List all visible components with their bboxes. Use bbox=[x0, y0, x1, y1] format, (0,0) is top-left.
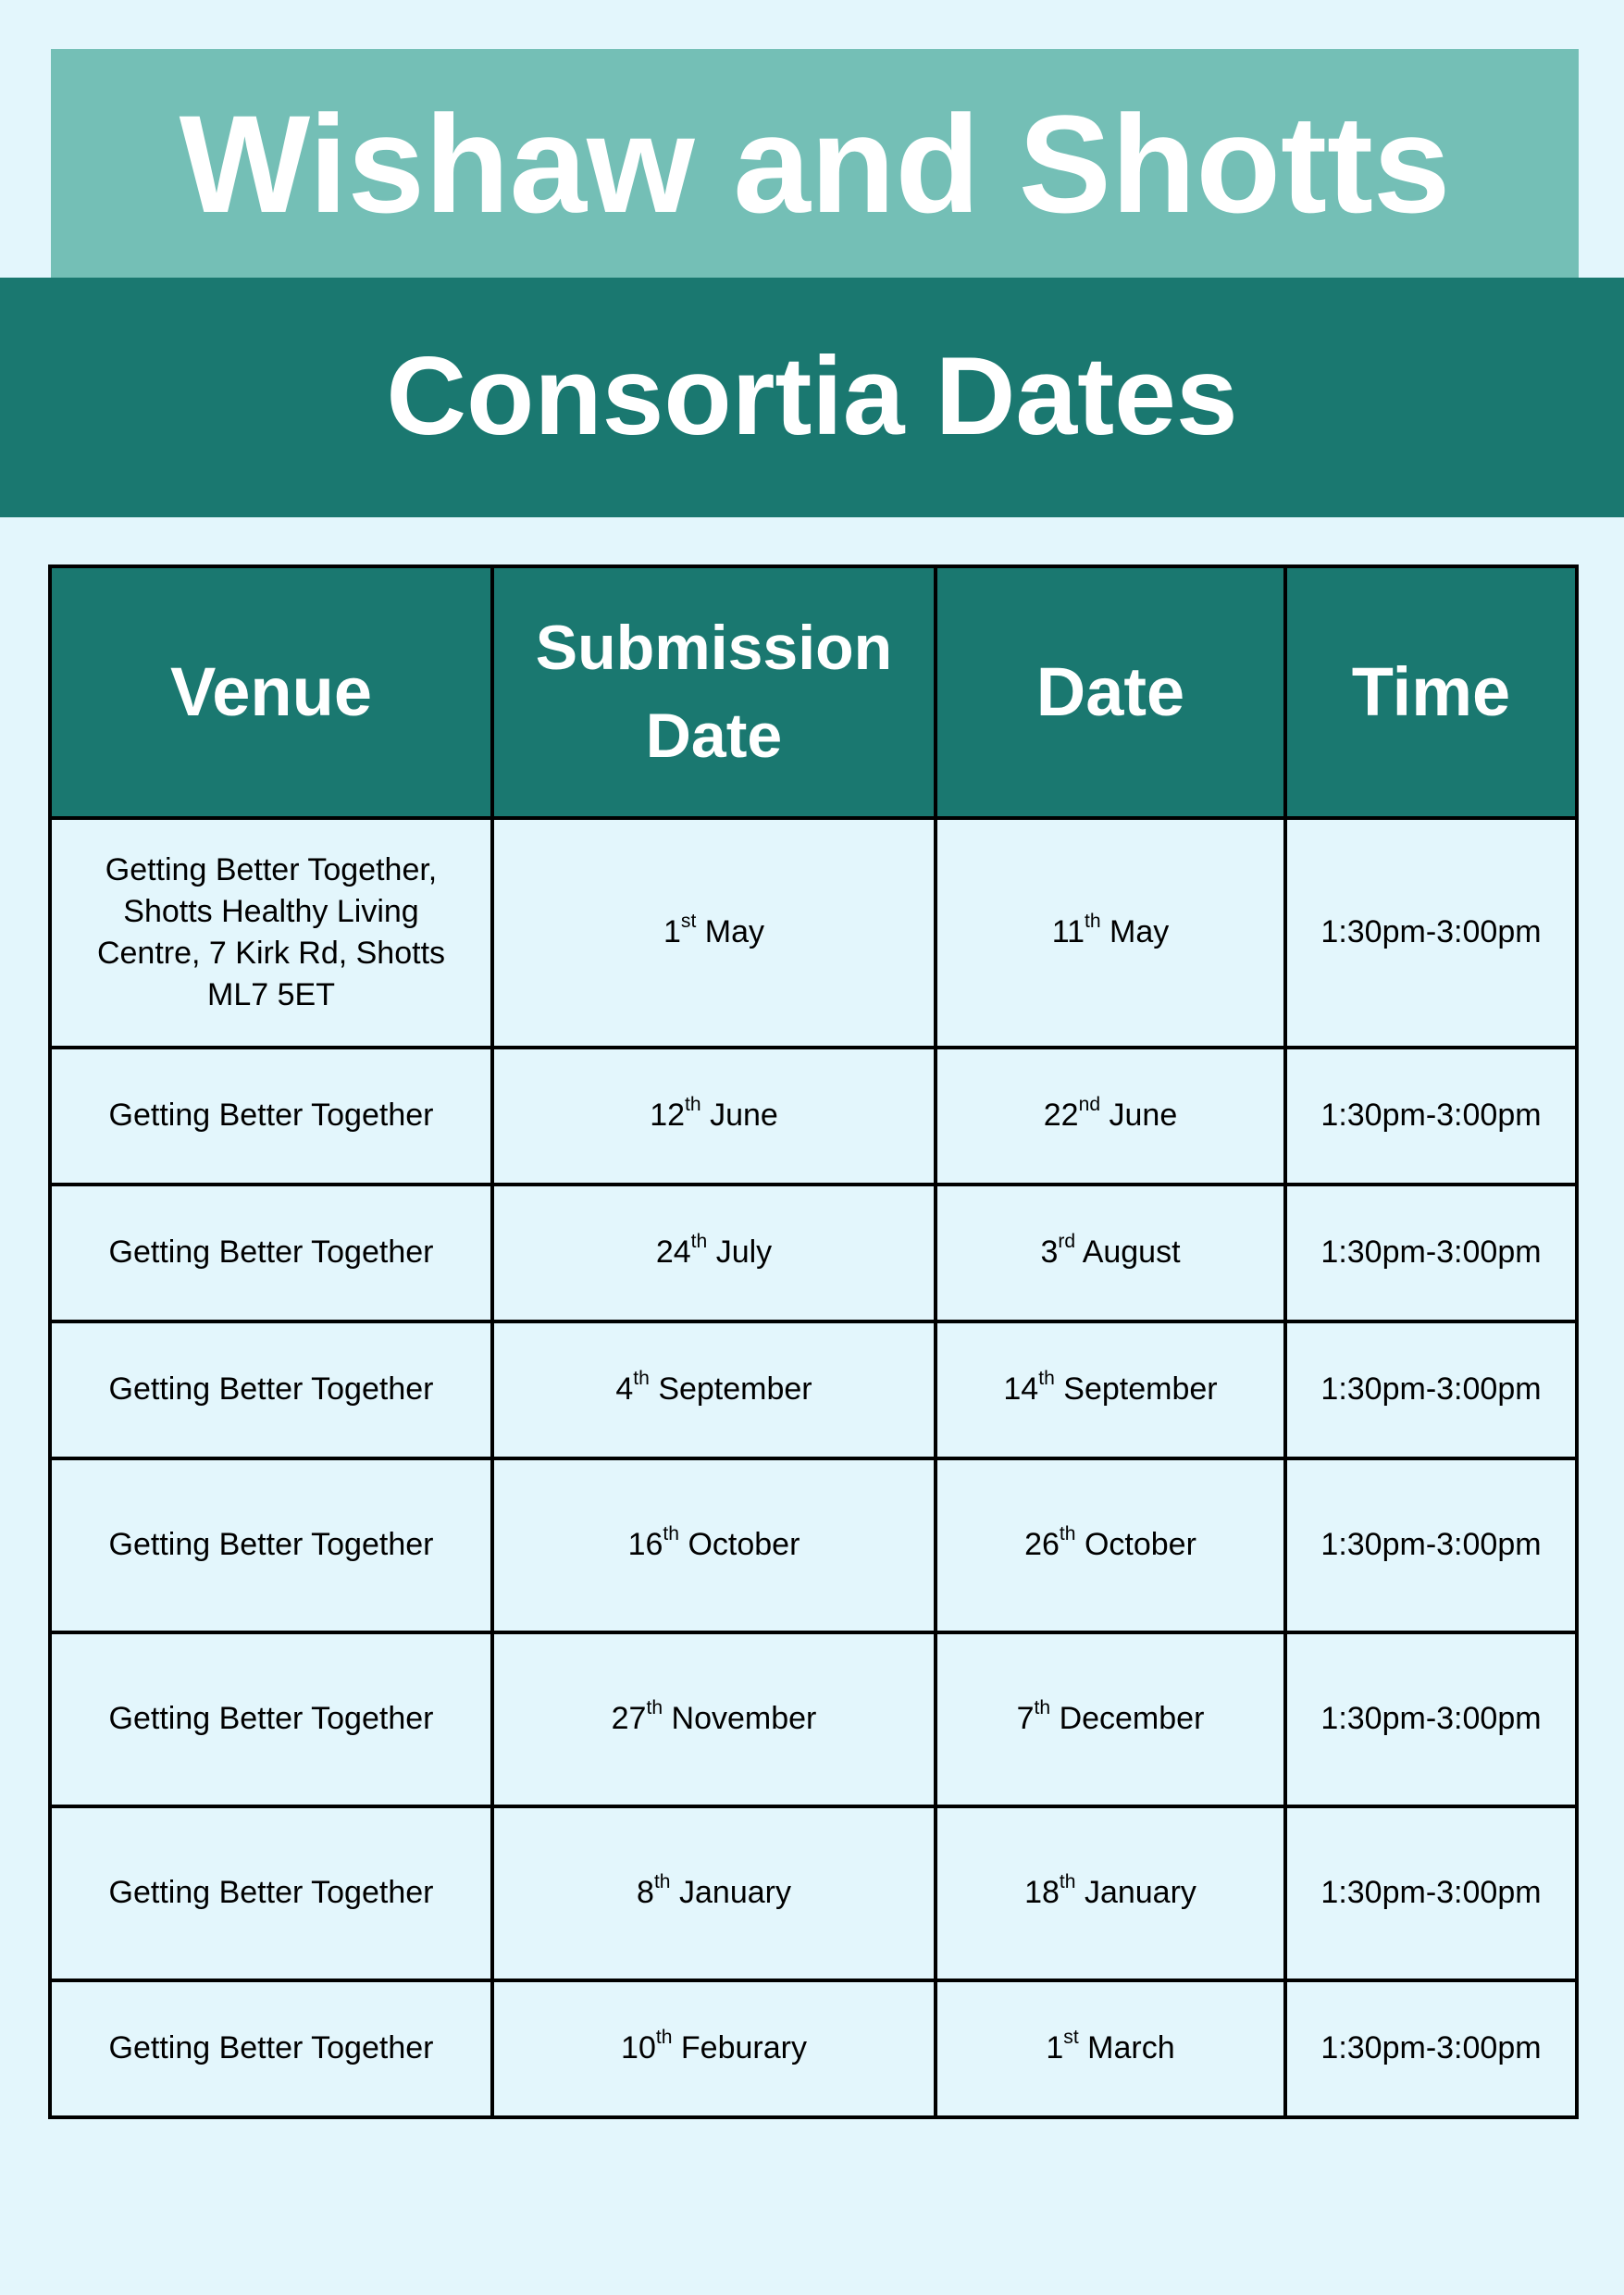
header-date: Date bbox=[936, 566, 1285, 818]
table-row bbox=[50, 1185, 1577, 1321]
submission-date-cell: 27th November bbox=[492, 1632, 936, 1806]
time-cell: 1:30pm-3:00pm bbox=[1285, 1458, 1577, 1632]
venue-cell: Getting Better Together bbox=[50, 1458, 492, 1632]
table-row bbox=[50, 1980, 1577, 2117]
time-cell: 1:30pm-3:00pm bbox=[1285, 1632, 1577, 1806]
venue-cell: Getting Better Together bbox=[50, 1185, 492, 1321]
submission-date-cell: 1st May bbox=[492, 818, 936, 1048]
header-time: Time bbox=[1285, 566, 1577, 818]
venue-cell: Getting Better Together bbox=[50, 1632, 492, 1806]
date-cell: 26th October bbox=[936, 1458, 1285, 1632]
page-title: Wishaw and Shotts bbox=[179, 85, 1451, 242]
page-subtitle: Consortia Dates bbox=[386, 333, 1238, 458]
date-cell: 7th December bbox=[936, 1632, 1285, 1806]
header-venue: Venue bbox=[50, 566, 492, 818]
table-row bbox=[50, 1048, 1577, 1185]
date-cell: 1st March bbox=[936, 1980, 1285, 2117]
consortia-dates-table bbox=[48, 564, 1579, 2119]
submission-date-cell: 8th January bbox=[492, 1806, 936, 1980]
venue-cell: Getting Better Together bbox=[50, 1980, 492, 2117]
table-row bbox=[50, 818, 1577, 1048]
submission-date-cell: 16th October bbox=[492, 1458, 936, 1632]
date-cell: 18th January bbox=[936, 1806, 1285, 1980]
table-row bbox=[50, 1806, 1577, 1980]
header-submission-date bbox=[492, 566, 936, 818]
venue-cell: Getting Better Together bbox=[50, 1806, 492, 1980]
venue-cell: Getting Better Together bbox=[50, 1048, 492, 1185]
subtitle-banner bbox=[0, 278, 1624, 517]
table-header-row bbox=[50, 566, 1577, 818]
time-cell: 1:30pm-3:00pm bbox=[1285, 818, 1577, 1048]
venue-cell: Getting Better Together, Shotts Healthy Living Centre, 7 Kirk Rd, Shotts ML7 5ET bbox=[50, 818, 492, 1048]
time-cell: 1:30pm-3:00pm bbox=[1285, 1321, 1577, 1458]
venue-cell: Getting Better Together bbox=[50, 1321, 492, 1458]
submission-date-cell: 4th September bbox=[492, 1321, 936, 1458]
title-banner bbox=[51, 49, 1579, 278]
submission-date-cell: 12th June bbox=[492, 1048, 936, 1185]
date-cell: 14th September bbox=[936, 1321, 1285, 1458]
date-cell: 11th May bbox=[936, 818, 1285, 1048]
time-cell: 1:30pm-3:00pm bbox=[1285, 1806, 1577, 1980]
table-row bbox=[50, 1632, 1577, 1806]
time-cell: 1:30pm-3:00pm bbox=[1285, 1980, 1577, 2117]
submission-date-cell: 24th July bbox=[492, 1185, 936, 1321]
table-row bbox=[50, 1458, 1577, 1632]
header-submission-date-label: Submission Date bbox=[535, 612, 893, 771]
submission-date-cell: 10th Feburary bbox=[492, 1980, 936, 2117]
date-cell: 22nd June bbox=[936, 1048, 1285, 1185]
date-cell: 3rd August bbox=[936, 1185, 1285, 1321]
time-cell: 1:30pm-3:00pm bbox=[1285, 1185, 1577, 1321]
time-cell: 1:30pm-3:00pm bbox=[1285, 1048, 1577, 1185]
table-row bbox=[50, 1321, 1577, 1458]
